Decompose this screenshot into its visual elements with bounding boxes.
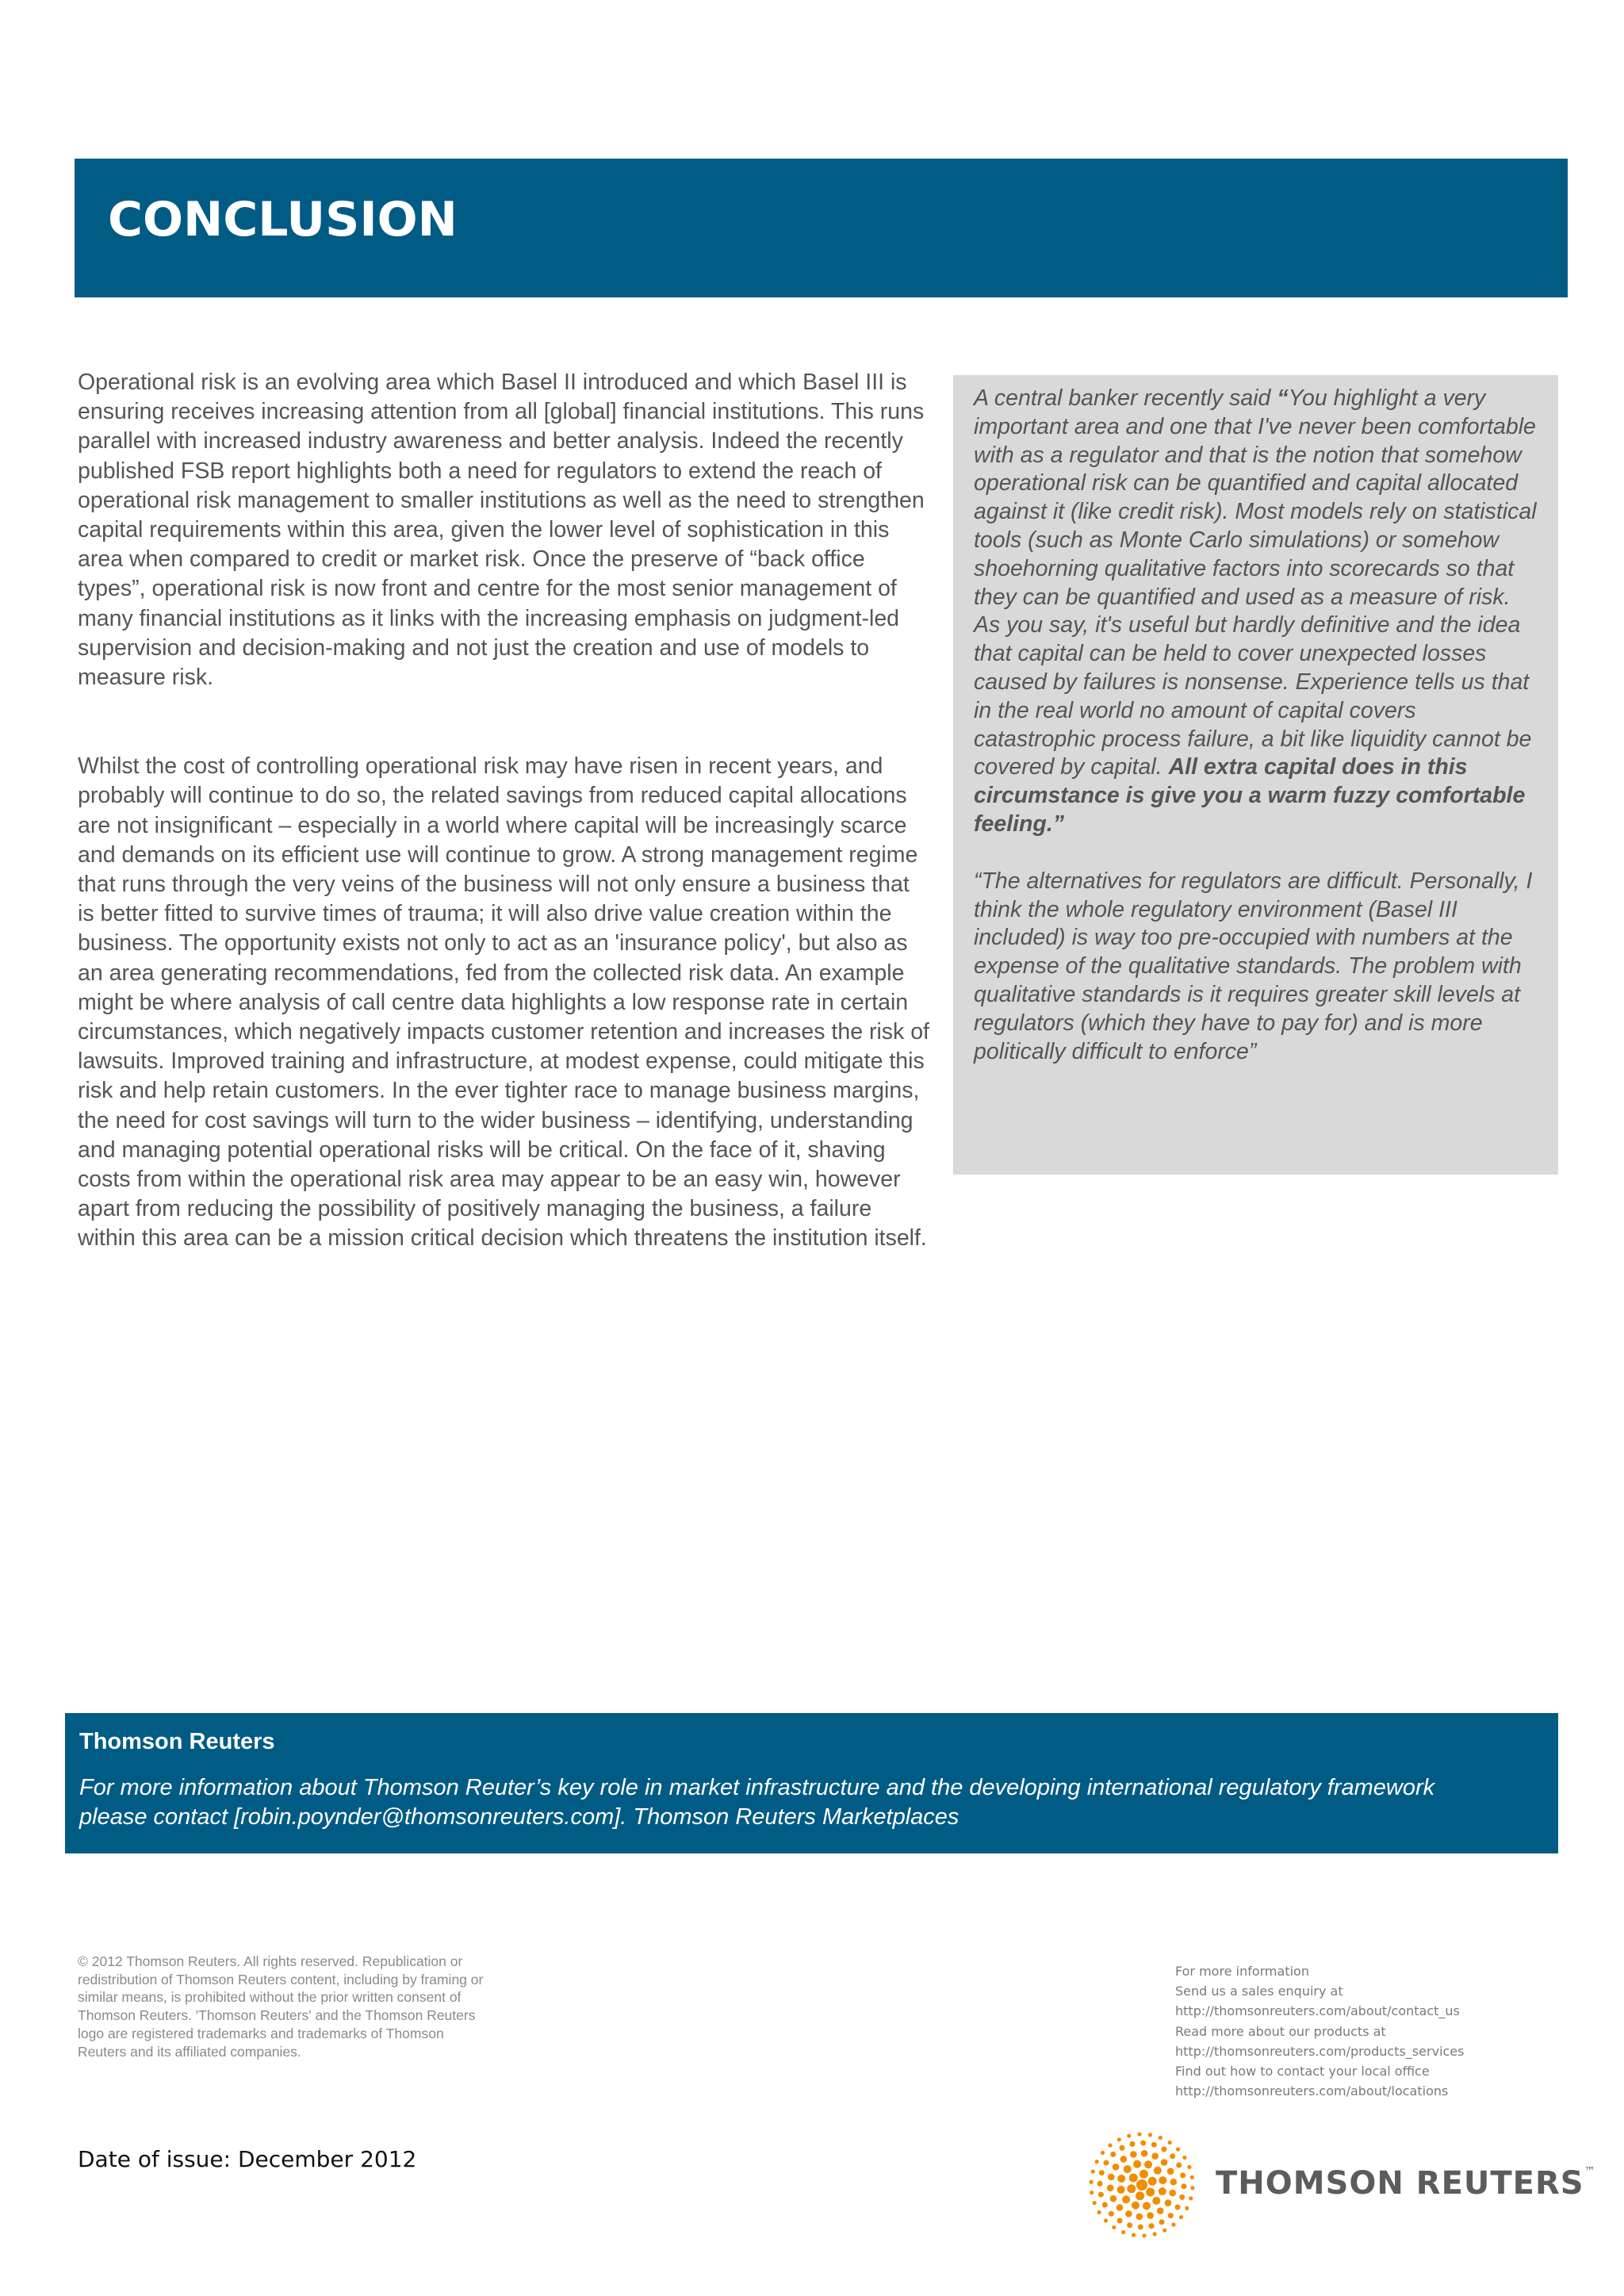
date-of-issue: Date of issue: December 2012: [78, 2146, 417, 2172]
page-title: CONCLUSION: [108, 192, 458, 247]
more-info-block: [1175, 1961, 1556, 2101]
main-text-column: [78, 368, 930, 1254]
thomson-reuters-logo: [1078, 2125, 1596, 2244]
contact-title: Thomson Reuters: [79, 1729, 275, 1754]
quote-text: You highlight a very important area and one that I've never been comfortable with as a regulator and that is the notion that somehow operational risk can be quantified and capital allocated against it (like credit risk). Most models rely on statistical tools (such as Monte Carlo simulations) or somehow shoehorning qualitative factors into scorecards so that they can be quantified and used as a measure of risk. As you say, it's useful but hardly definitive and the idea that capital can be held to cover unexpected losses caused by failures is nonsense. Experience tells us that in the real world no amount of capital covers catastrophic process failure, a bit like liquidity cannot be covered by capital.: [974, 385, 1537, 780]
quote-paragraph: [974, 385, 1541, 839]
contact-text: For more information about Thomson Reuter’s key role in market infrastructure and the developing international regulatory framework please contact [robin.poynder@thomsonreuters.com]. Thomson Reuters Marketplaces: [79, 1775, 1435, 1830]
quote-lead: A central banker recently said: [974, 385, 1277, 411]
logo-wordmark: [1216, 2165, 1596, 2202]
quote-open-mark: “: [1277, 385, 1289, 411]
more-info-link[interactable]: http://thomsonreuters.com/about/locations: [1175, 2083, 1449, 2099]
trademark-symbol: ™: [1584, 2165, 1596, 2178]
logo-wordmark-text: THOMSON REUTERS: [1216, 2165, 1584, 2202]
quote-paragraph: “The alternatives for regulators are difficult. Personally, I think the whole regulatory environment (Basel III included) is way too pre-occupied with numbers at the expense of the qualitative standards. The problem with qualitative standards is it requires greater skill levels at regulators (which they have to pay for) and is more politically difficult to enforce”: [974, 868, 1533, 1064]
more-info-line: Find out how to contact your local office: [1175, 2064, 1430, 2079]
paragraph: Whilst the cost of controlling operational risk may have risen in recent years, and probably will continue to do so, the related savings from reduced capital allocations are not insignificant – especially in a world where capital will be increasingly scarce and demands on its efficient use will continue to grow. A strong management regime that runs through the very veins of the business will not only ensure a business that is better fitted to survive times of trauma; it will also drive value creation within the business. The opportunity exists not only to act as an 'insurance policy', but also as an area generating recommendations, fed from the collected risk data. An example might be where analysis of call centre data highlights a low response rate in certain circumstances, which negatively impacts customer retention and increases the risk of lawsuits. Improved training and infrastructure, at modest expense, could mitigate this risk and help retain customers. In the ever tighter race to manage business margins, the need for cost savings will turn to the wider business – identifying, understanding and managing potential operational risks will be critical. On the face of it, shaving costs from within the operational risk area may appear to be an easy win, however apart from reducing the possibility of positively managing the business, a failure within this area can be a mission critical decision which threatens the institution itself.: [78, 753, 929, 1251]
more-info-line: For more information: [1175, 1964, 1309, 1979]
contact-box: [65, 1713, 1558, 1853]
paragraph: Operational risk is an evolving area which Basel II introduced and which Basel III is ensuring receives increasing attention from all [global] financial institutions. This runs parallel with increased industry awareness and better analysis. Indeed the recently published FSB report highlights both a need for regulators to extend the reach of operational risk management to smaller institutions as well as the need to strengthen capital requirements within this area, given the lower level of sophistication in this area when compared to credit or market risk. Once the preserve of “back office types”, operational risk is now front and centre for the most senior management of many financial institutions as it links with the increasing emphasis on judgment-led supervision and decision-making and not just the creation and use of models to measure risk.: [78, 370, 925, 691]
section-banner: [75, 159, 1568, 297]
quote-sidebar: [953, 375, 1558, 1175]
more-info-line: Send us a sales enquiry at: [1175, 1984, 1343, 1999]
thomson-reuters-dot-sphere-icon: [1078, 2125, 1205, 2244]
more-info-link[interactable]: http://thomsonreuters.com/about/contact_us: [1175, 2003, 1460, 2019]
more-info-link[interactable]: http://thomsonreuters.com/products_services: [1175, 2043, 1465, 2059]
more-info-line: Read more about our products at: [1175, 2023, 1386, 2039]
quote-bold-text: All extra capital does in this circumstance is give you a warm fuzzy comfortable feeling.”: [974, 754, 1526, 837]
copyright-notice: © 2012 Thomson Reuters. All rights reserved. Republication or redistribution of Thomson Reuters content, including by framing or similar means, is prohibited without the prior written consent of Thomson Reuters. 'Thomson Reuters' and the Thomson Reuters logo are registered trademarks and trademarks of Thomson Reuters and its affiliated companies.: [78, 1953, 484, 2060]
